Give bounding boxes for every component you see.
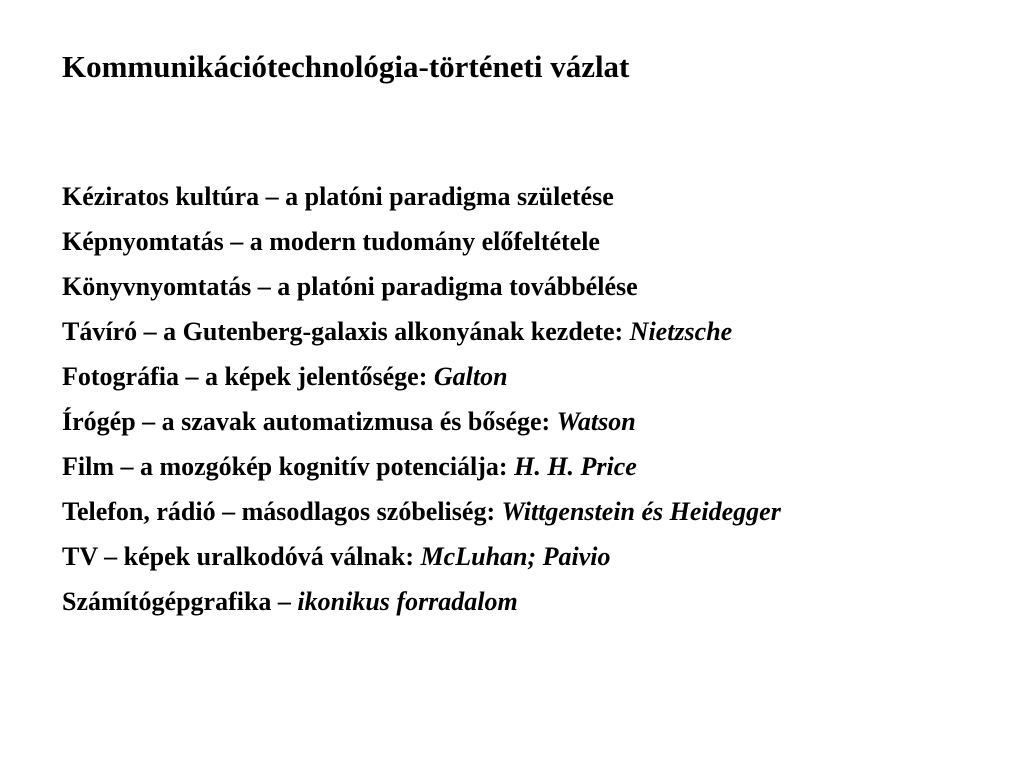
list-item (62, 543, 982, 570)
topic-list (62, 183, 982, 633)
item-reference: H. H. Price (514, 452, 637, 481)
list-item (62, 273, 982, 300)
item-reference: ikonikus forradalom (297, 587, 518, 616)
list-item (62, 318, 982, 345)
list-item (62, 498, 982, 525)
list-item (62, 408, 982, 435)
item-text: Számítógépgrafika – (62, 587, 298, 616)
item-reference: McLuhan; Paivio (420, 542, 611, 571)
list-item (62, 588, 982, 615)
item-text: Kéziratos kultúra – a platóni paradigma születése (62, 182, 614, 211)
item-text: Film – a mozgókép kognitív potenciálja: (62, 452, 515, 481)
item-reference: Watson (556, 407, 636, 436)
item-text: Telefon, rádió – másodlagos szóbeliség: (62, 497, 502, 526)
item-text: Írógép – a szavak automatizmusa és bősége: (62, 407, 557, 436)
item-text: TV – képek uralkodóvá válnak: (62, 542, 421, 571)
item-text: Képnyomtatás – a modern tudomány előfeltétele (62, 227, 600, 256)
list-item (62, 363, 982, 390)
item-reference: Wittgenstein és Heidegger (501, 497, 781, 526)
item-text: Fotográfia – a képek jelentősége: (62, 362, 434, 391)
item-text: Könyvnyomtatás – a platóni paradigma továbbélése (62, 272, 638, 301)
item-reference: Nietzsche (629, 317, 733, 346)
list-item (62, 228, 982, 255)
list-item (62, 183, 982, 210)
item-reference: Galton (433, 362, 508, 391)
list-item (62, 453, 982, 480)
item-text: Távíró – a Gutenberg-galaxis alkonyának kezdete: (62, 317, 630, 346)
slide-title: Kommunikációtechnológia-történeti vázlat (62, 49, 630, 84)
